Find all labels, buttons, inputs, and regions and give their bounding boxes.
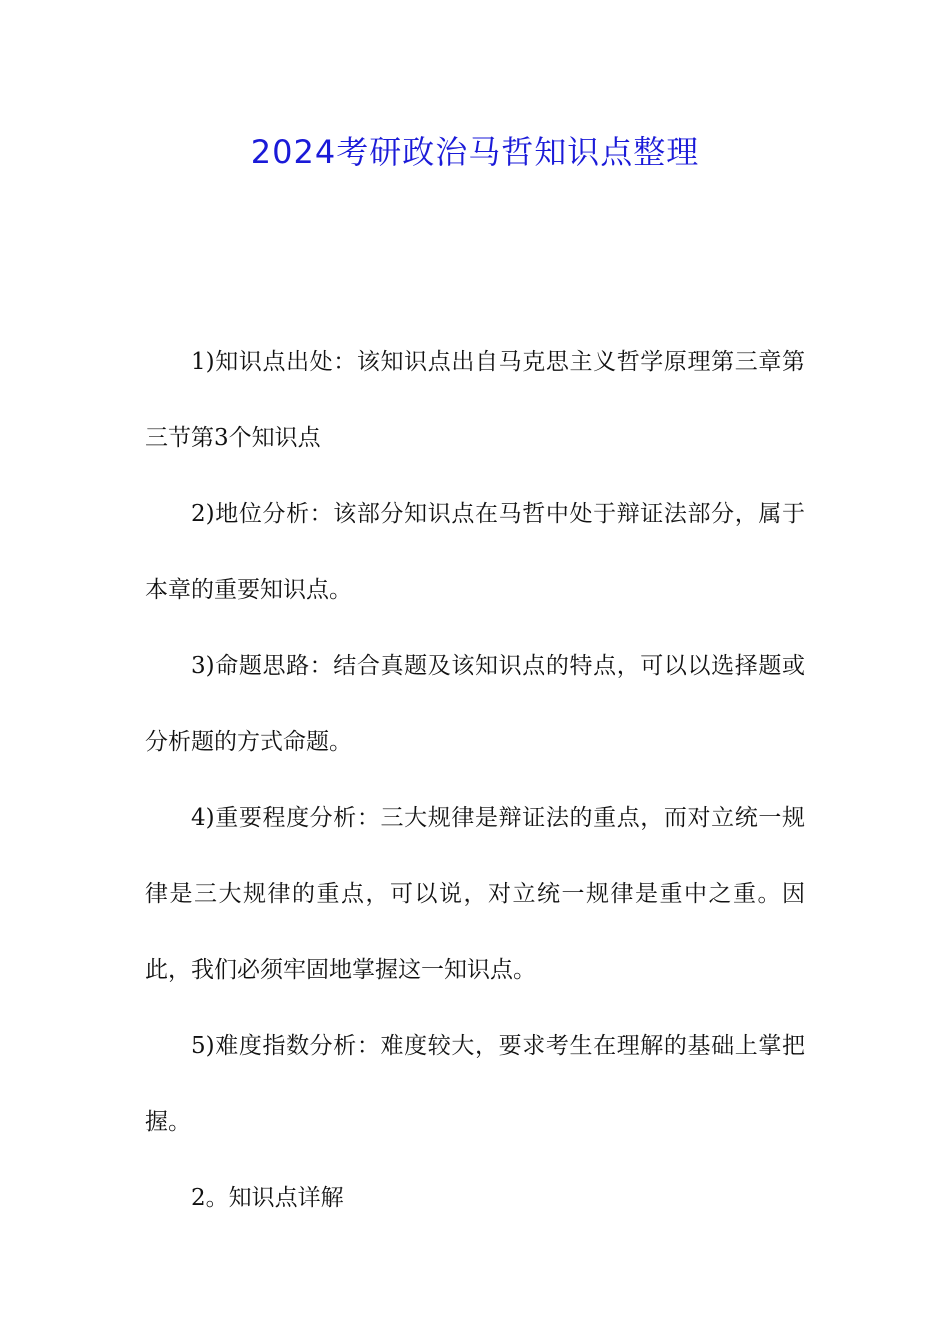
paragraph-difficulty-analysis: 5)难度指数分析：难度较大，要求考生在理解的基础上掌把握。 (145, 1033, 805, 1135)
section-heading-knowledge-detail: 2。知识点详解 (191, 1185, 344, 1211)
paragraph-knowledge-source: 1)知识点出处：该知识点出自马克思主义哲学原理第三章第三节第3个知识点 (145, 349, 805, 451)
paragraph-proposition-approach: 3)命题思路：结合真题及该知识点的特点，可以以选择题或分析题的方式命题。 (145, 653, 805, 755)
paragraph-importance-analysis: 4)重要程度分析：三大规律是辩证法的重点，而对立统一规律是三大规律的重点，可以说，对立统一规律是重中之重。因此，我们必须牢固地掌握这一知识点。 (145, 805, 805, 983)
paragraph-position-analysis: 2)地位分析：该部分知识点在马哲中处于辩证法部分，属于本章的重要知识点。 (145, 501, 805, 603)
document-title: 2024考研政治马哲知识点整理 (250, 133, 700, 171)
document-body (145, 324, 805, 1236)
